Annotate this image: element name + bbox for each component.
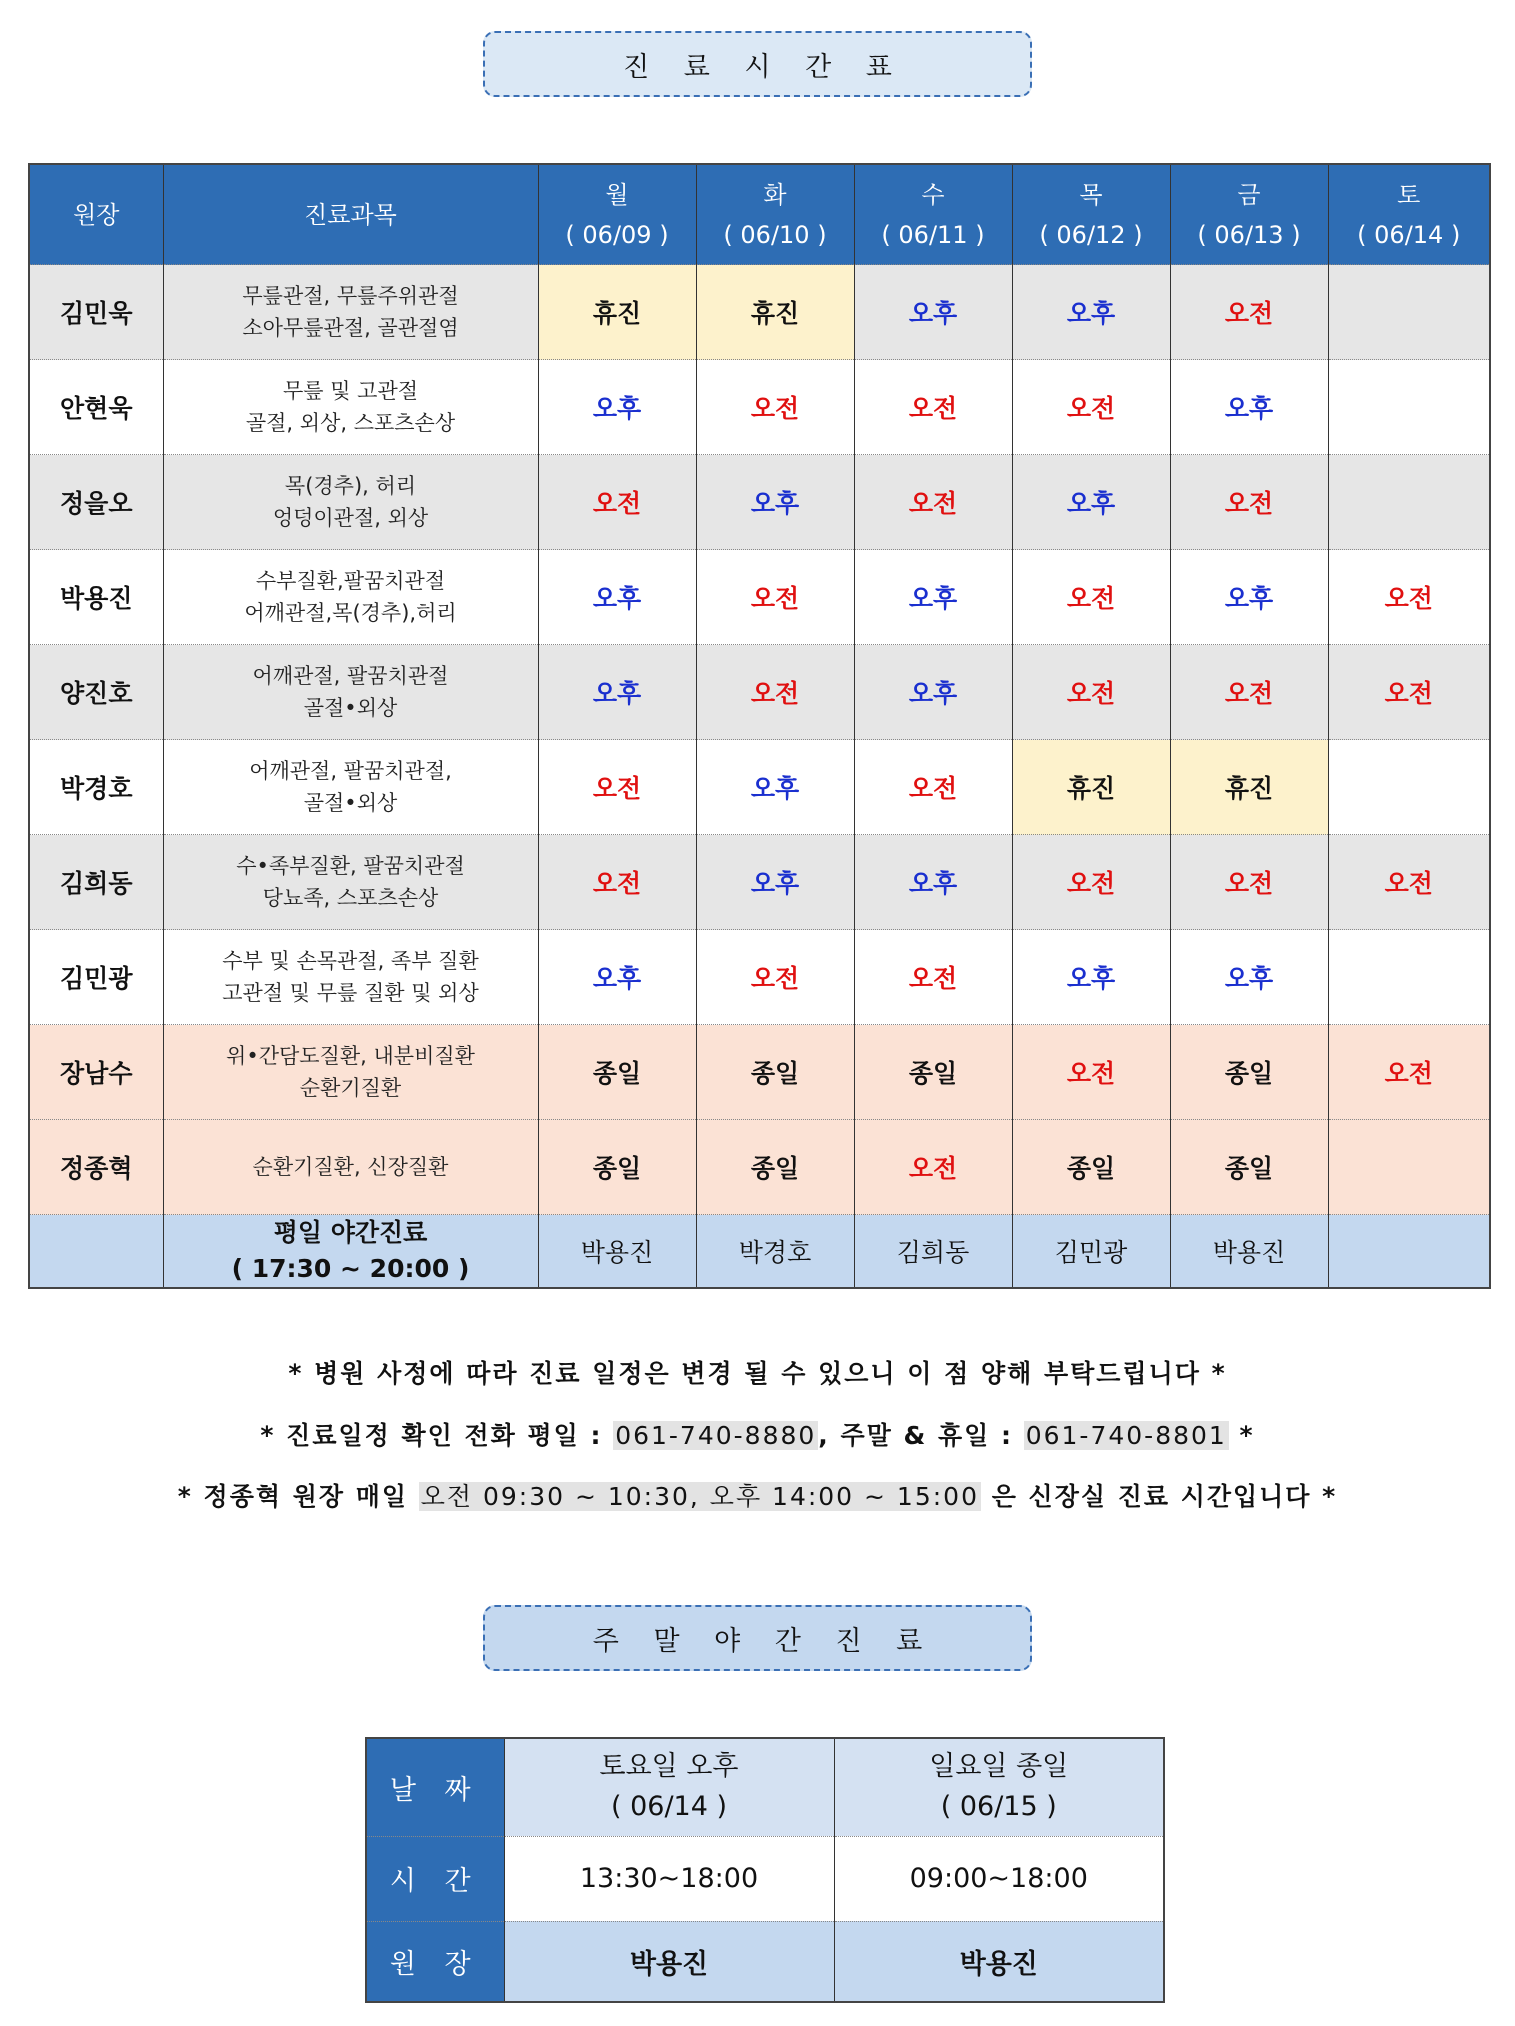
- doctor-name: 안현욱: [29, 360, 163, 455]
- slot-tue: 종일: [696, 1120, 854, 1215]
- sunday-doctor: 박용진: [834, 1921, 1164, 2002]
- slot-sat: [1328, 360, 1490, 455]
- weekend-title: 주 말 야 간 진 료: [483, 1605, 1032, 1671]
- department-cell: 어깨관절, 팔꿈치관절, 골절•외상: [163, 740, 538, 835]
- night-doctor-fri: 박용진: [1170, 1215, 1328, 1289]
- slot-fri: 오후: [1170, 360, 1328, 455]
- department-cell: 순환기질환, 신장질환: [163, 1120, 538, 1215]
- slot-sat: 오전: [1328, 835, 1490, 930]
- slot-thu: 오후: [1012, 265, 1170, 360]
- sunday-date: 일요일 종일 ( 06/15 ): [834, 1738, 1164, 1836]
- director-label: 원 장: [366, 1921, 504, 2002]
- weekend-director-row: [366, 1921, 1164, 2002]
- slot-tue: 오전: [696, 930, 854, 1025]
- doctor-row: [29, 835, 1490, 930]
- slot-mon: 오전: [538, 740, 696, 835]
- night-empty-cell: [29, 1215, 163, 1289]
- doctor-row: [29, 1025, 1490, 1120]
- doctor-name: 김민욱: [29, 265, 163, 360]
- slot-fri: 종일: [1170, 1120, 1328, 1215]
- department-cell: 위•간담도질환, 내분비질환 순환기질환: [163, 1025, 538, 1120]
- saturday-time: 13:30~18:00: [504, 1836, 834, 1921]
- weekday-phone: 061-740-8880: [615, 1421, 817, 1450]
- date-label: 날 짜: [366, 1738, 504, 1836]
- day-header-fri: 금 ( 06/13 ): [1170, 164, 1328, 265]
- doctor-row: [29, 360, 1490, 455]
- director-header: 원장: [29, 164, 163, 265]
- slot-thu: 오전: [1012, 645, 1170, 740]
- doctor-row: [29, 455, 1490, 550]
- slot-thu: 오후: [1012, 930, 1170, 1025]
- weekend-date-row: [366, 1738, 1164, 1836]
- saturday-doctor: 박용진: [504, 1921, 834, 2002]
- slot-sat: [1328, 265, 1490, 360]
- doctor-row: [29, 645, 1490, 740]
- slot-wed: 오전: [854, 360, 1012, 455]
- slot-wed: 오후: [854, 835, 1012, 930]
- night-clinic-row: [29, 1215, 1490, 1289]
- department-cell: 수•족부질환, 팔꿈치관절 당뇨족, 스포츠손상: [163, 835, 538, 930]
- day-header-wed: 수 ( 06/11 ): [854, 164, 1012, 265]
- slot-mon: 오후: [538, 930, 696, 1025]
- night-doctor-mon: 박용진: [538, 1215, 696, 1289]
- day-header-tue: 화 ( 06/10 ): [696, 164, 854, 265]
- notice-line-1: * 병원 사정에 따라 진료 일정은 변경 될 수 있으니 이 점 양해 부탁드립니다 *: [288, 1359, 1227, 1388]
- slot-fri: 휴진: [1170, 740, 1328, 835]
- slot-thu: 오전: [1012, 835, 1170, 930]
- doctor-row: [29, 930, 1490, 1025]
- slot-mon: 종일: [538, 1025, 696, 1120]
- slot-thu: 오전: [1012, 1025, 1170, 1120]
- slot-thu: 휴진: [1012, 740, 1170, 835]
- doctor-name: 김희동: [29, 835, 163, 930]
- slot-tue: 오전: [696, 645, 854, 740]
- slot-tue: 오후: [696, 740, 854, 835]
- slot-mon: 종일: [538, 1120, 696, 1215]
- time-label: 시 간: [366, 1836, 504, 1921]
- department-cell: 무릎관절, 무릎주위관절 소아무릎관절, 골관절염: [163, 265, 538, 360]
- saturday-date: 토요일 오후 ( 06/14 ): [504, 1738, 834, 1836]
- slot-tue: 오전: [696, 550, 854, 645]
- day-header-sat: 토 ( 06/14 ): [1328, 164, 1490, 265]
- slot-wed: 오후: [854, 550, 1012, 645]
- night-doctor-wed: 김희동: [854, 1215, 1012, 1289]
- department-cell: 목(경추), 허리 엉덩이관절, 외상: [163, 455, 538, 550]
- slot-thu: 오후: [1012, 455, 1170, 550]
- slot-tue: 오후: [696, 455, 854, 550]
- weekend-time-row: [366, 1836, 1164, 1921]
- slot-fri: 오후: [1170, 930, 1328, 1025]
- notice-line-2: * 진료일정 확인 전화 평일 : 061-740-8880, 주말 & 휴일 : 061-740-8801 *: [260, 1421, 1255, 1450]
- doctor-name: 장남수: [29, 1025, 163, 1120]
- slot-wed: 오후: [854, 645, 1012, 740]
- day-header-mon: 월 ( 06/09 ): [538, 164, 696, 265]
- slot-wed: 오전: [854, 930, 1012, 1025]
- doctor-name: 정을오: [29, 455, 163, 550]
- slot-wed: 오전: [854, 1120, 1012, 1215]
- slot-mon: 오전: [538, 455, 696, 550]
- department-cell: 어깨관절, 팔꿈치관절 골절•외상: [163, 645, 538, 740]
- night-doctor-thu: 김민광: [1012, 1215, 1170, 1289]
- slot-sat: 오전: [1328, 550, 1490, 645]
- slot-mon: 오전: [538, 835, 696, 930]
- schedule-table: [28, 163, 1491, 1289]
- slot-fri: 오전: [1170, 455, 1328, 550]
- slot-sat: [1328, 740, 1490, 835]
- slot-sat: [1328, 455, 1490, 550]
- slot-thu: 오전: [1012, 360, 1170, 455]
- weekend-table: [365, 1737, 1165, 2003]
- kidney-clinic-times: 오전 09:30 ~ 10:30, 오후 14:00 ~ 15:00: [420, 1482, 979, 1511]
- slot-fri: 오전: [1170, 835, 1328, 930]
- slot-thu: 종일: [1012, 1120, 1170, 1215]
- slot-tue: 휴진: [696, 265, 854, 360]
- doctor-row: [29, 265, 1490, 360]
- slot-mon: 휴진: [538, 265, 696, 360]
- day-header-thu: 목 ( 06/12 ): [1012, 164, 1170, 265]
- slot-mon: 오후: [538, 550, 696, 645]
- slot-wed: 오전: [854, 740, 1012, 835]
- slot-thu: 오전: [1012, 550, 1170, 645]
- slot-mon: 오후: [538, 645, 696, 740]
- weekend-phone: 061-740-8801: [1025, 1421, 1227, 1450]
- night-doctor-tue: 박경호: [696, 1215, 854, 1289]
- department-header: 진료과목: [163, 164, 538, 265]
- doctor-name: 김민광: [29, 930, 163, 1025]
- slot-sat: [1328, 930, 1490, 1025]
- slot-fri: 오전: [1170, 265, 1328, 360]
- header-row: [29, 164, 1490, 265]
- doctor-row: [29, 740, 1490, 835]
- department-cell: 수부질환,팔꿈치관절 어깨관절,목(경추),허리: [163, 550, 538, 645]
- doctor-row: [29, 1120, 1490, 1215]
- slot-wed: 오전: [854, 455, 1012, 550]
- slot-wed: 종일: [854, 1025, 1012, 1120]
- doctor-name: 박경호: [29, 740, 163, 835]
- department-cell: 수부 및 손목관절, 족부 질환 고관절 및 무릎 질환 및 외상: [163, 930, 538, 1025]
- slot-fri: 오후: [1170, 550, 1328, 645]
- slot-sat: 오전: [1328, 645, 1490, 740]
- doctor-row: [29, 550, 1490, 645]
- slot-tue: 오후: [696, 835, 854, 930]
- slot-sat: [1328, 1120, 1490, 1215]
- notice-line-3: * 정종혁 원장 매일 오전 09:30 ~ 10:30, 오후 14:00 ~ 15:00 은 신장실 진료 시간입니다 *: [177, 1482, 1338, 1511]
- doctor-name: 양진호: [29, 645, 163, 740]
- slot-tue: 오전: [696, 360, 854, 455]
- doctor-name: 정종혁: [29, 1120, 163, 1215]
- night-clinic-label: 평일 야간진료 ( 17:30 ~ 20:00 ): [163, 1215, 538, 1289]
- slot-mon: 오후: [538, 360, 696, 455]
- slot-fri: 종일: [1170, 1025, 1328, 1120]
- slot-fri: 오전: [1170, 645, 1328, 740]
- night-doctor-sat: [1328, 1215, 1490, 1289]
- slot-wed: 오후: [854, 265, 1012, 360]
- department-cell: 무릎 및 고관절 골절, 외상, 스포츠손상: [163, 360, 538, 455]
- schedule-title: 진 료 시 간 표: [483, 31, 1032, 97]
- slot-tue: 종일: [696, 1025, 854, 1120]
- slot-sat: 오전: [1328, 1025, 1490, 1120]
- doctor-name: 박용진: [29, 550, 163, 645]
- sunday-time: 09:00~18:00: [834, 1836, 1164, 1921]
